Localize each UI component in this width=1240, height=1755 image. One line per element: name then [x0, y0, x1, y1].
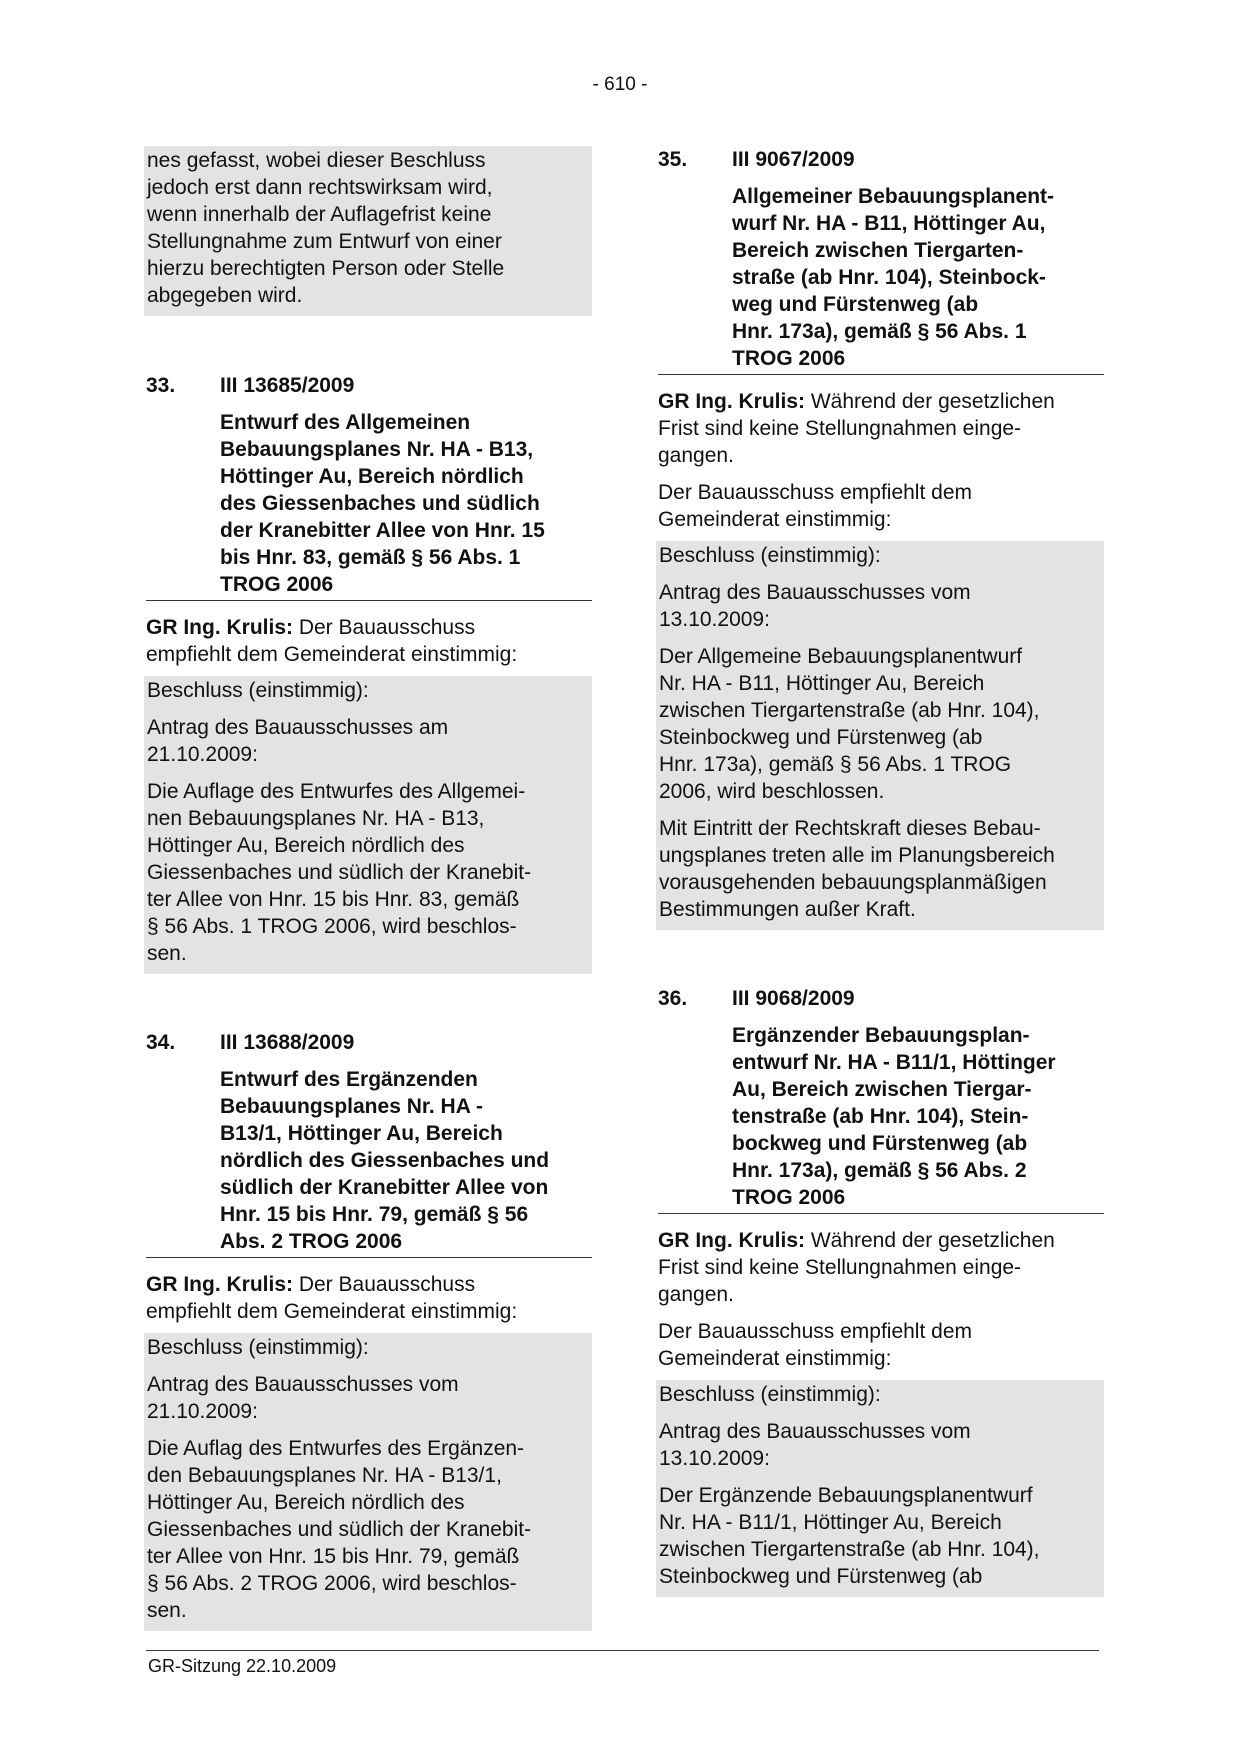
resolution-block [144, 1333, 592, 1631]
right-column [658, 146, 1104, 1597]
speaker-name: GR Ing. Krulis: [146, 1273, 293, 1296]
decision-text: Der Ergänzende Bebauungsplanentwurf Nr. HA - B11/1, Höttinger Au, Bereich zwischen Tiergartenstraße (ab Hnr. 104), Steinbockweg und Fürstenweg (ab [659, 1484, 1040, 1588]
page-number: - 610 - [592, 74, 648, 95]
agenda-item-33 [146, 372, 592, 974]
motion-text: Antrag des Bauausschusses vom 21.10.2009: [147, 1373, 459, 1423]
resolution-block [144, 676, 592, 974]
item-number: 34. [146, 1031, 176, 1054]
motion-text: Antrag des Bauausschusses am 21.10.2009: [147, 716, 449, 766]
item-reference: III 13688/2009 [220, 1031, 355, 1054]
motion-text: Antrag des Bauausschusses vom 13.10.2009: [659, 581, 971, 631]
resolution-label: Beschluss (einstimmig): [147, 1336, 369, 1359]
resolution-block [656, 1380, 1104, 1597]
speaker-statement [658, 388, 1104, 469]
speaker-text: Der Bauausschuss empfiehlt dem Gemeinderat einstimmig: [146, 616, 518, 666]
item-title: Ergänzender Bebauungsplan- entwurf Nr. HA - B11/1, Höttinger Au, Bereich zwischen Tiergar- tenstraße (ab Hnr. 104), Stein- bockweg und Fürstenweg (ab Hnr. 173a), gemäß § 56 Abs. 2 TROG 2006 [658, 1012, 1104, 1214]
resolution-block [656, 541, 1104, 930]
decision-text: Die Auflage des Entwurfes des Allgemei- nen Bebauungsplanes Nr. HA - B13, Höttinger Au, Bereich nördlich des Giessenbaches und südlich der Kranebit- ter Allee von Hnr. 15 bis Hnr. 83, gemäß § 56 Abs. 1 TROG 2006, wird beschlos- sen. [147, 780, 532, 965]
agenda-item-34 [146, 1029, 592, 1631]
item-reference: III 9067/2009 [732, 148, 855, 171]
footer-text: GR-Sitzung 22.10.2009 [148, 1656, 337, 1676]
item-reference: III 9068/2009 [732, 987, 855, 1010]
item-header [658, 146, 1104, 173]
speaker-name: GR Ing. Krulis: [146, 616, 293, 639]
decision-text: Die Auflag des Entwurfes des Ergänzen- den Bebauungsplanes Nr. HA - B13/1, Höttinger Au, Bereich nördlich des Giessenbaches und südlich der Kranebit- ter Allee von Hnr. 15 bis Hnr. 79, gemäß § 56 Abs. 2 TROG 2006, wird beschlos- sen. [147, 1437, 532, 1622]
item-reference: III 13685/2009 [220, 374, 355, 397]
speaker-name: GR Ing. Krulis: [658, 390, 805, 413]
item-header [146, 1029, 592, 1056]
speaker-name: GR Ing. Krulis: [658, 1229, 805, 1252]
extra-text: Mit Eintritt der Rechtskraft dieses Bebau- ungsplanes treten alle im Planungsbereich vorausgehenden bebauungsplanmäßigen Bestimmungen außer Kraft. [659, 817, 1055, 921]
item-number: 33. [146, 374, 176, 397]
item-title: Entwurf des Allgemeinen Bebauungsplanes Nr. HA - B13, Höttinger Au, Bereich nördlich des Giessenbaches und südlich der Kranebitter Allee von Hnr. 15 bis Hnr. 83, gemäß § 56 Abs. 1 TROG 2006 [146, 399, 592, 601]
intro-block [144, 146, 592, 316]
intro-text: nes gefasst, wobei dieser Beschluss jedoch erst dann rechtswirksam wird, wenn innerhalb der Auflagefrist keine Stellungnahme zum Entwurf von einer hierzu berechtigten Person oder Stelle abgegeben wird. [147, 149, 505, 307]
speaker-statement [658, 1227, 1104, 1308]
resolution-label: Beschluss (einstimmig): [147, 679, 369, 702]
left-column [146, 146, 592, 1631]
item-header [658, 985, 1104, 1012]
agenda-item-35 [658, 146, 1104, 930]
item-number: 35. [658, 148, 688, 171]
speaker-text: Der Bauausschuss empfiehlt dem Gemeinderat einstimmig: [146, 1273, 518, 1323]
item-title: Entwurf des Ergänzenden Bebauungsplanes Nr. HA - B13/1, Höttinger Au, Bereich nördlich des Giessenbaches und südlich der Kranebitter Allee von Hnr. 15 bis Hnr. 79, gemäß § 56 Abs. 2 TROG 2006 [146, 1056, 592, 1258]
committee-text: Der Bauausschuss empfiehlt dem Gemeinderat einstimmig: [658, 1320, 972, 1370]
resolution-label: Beschluss (einstimmig): [659, 1383, 881, 1406]
footer-divider [146, 1650, 1099, 1651]
item-header [146, 372, 592, 399]
resolution-label: Beschluss (einstimmig): [659, 544, 881, 567]
agenda-item-36 [658, 985, 1104, 1597]
motion-text: Antrag des Bauausschusses vom 13.10.2009: [659, 1420, 971, 1470]
speaker-statement [146, 614, 592, 668]
decision-text: Der Allgemeine Bebauungsplanentwurf Nr. HA - B11, Höttinger Au, Bereich zwischen Tiergartenstraße (ab Hnr. 104), Steinbockweg und Fürstenweg (ab Hnr. 173a), gemäß § 56 Abs. 1 TROG 2006, wird beschlossen. [659, 645, 1040, 803]
speaker-text: Während der gesetzlichen Frist sind keine Stellungnahmen einge- gangen. [658, 1229, 1055, 1306]
committee-text: Der Bauausschuss empfiehlt dem Gemeinderat einstimmig: [658, 481, 972, 531]
speaker-text: Während der gesetzlichen Frist sind keine Stellungnahmen einge- gangen. [658, 390, 1055, 467]
speaker-statement [146, 1271, 592, 1325]
item-title: Allgemeiner Bebauungsplanent- wurf Nr. HA - B11, Höttinger Au, Bereich zwischen Tiergarten- straße (ab Hnr. 104), Steinbock- weg und Fürstenweg (ab Hnr. 173a), gemäß § 56 Abs. 1 TROG 2006 [658, 173, 1104, 375]
item-number: 36. [658, 987, 688, 1010]
